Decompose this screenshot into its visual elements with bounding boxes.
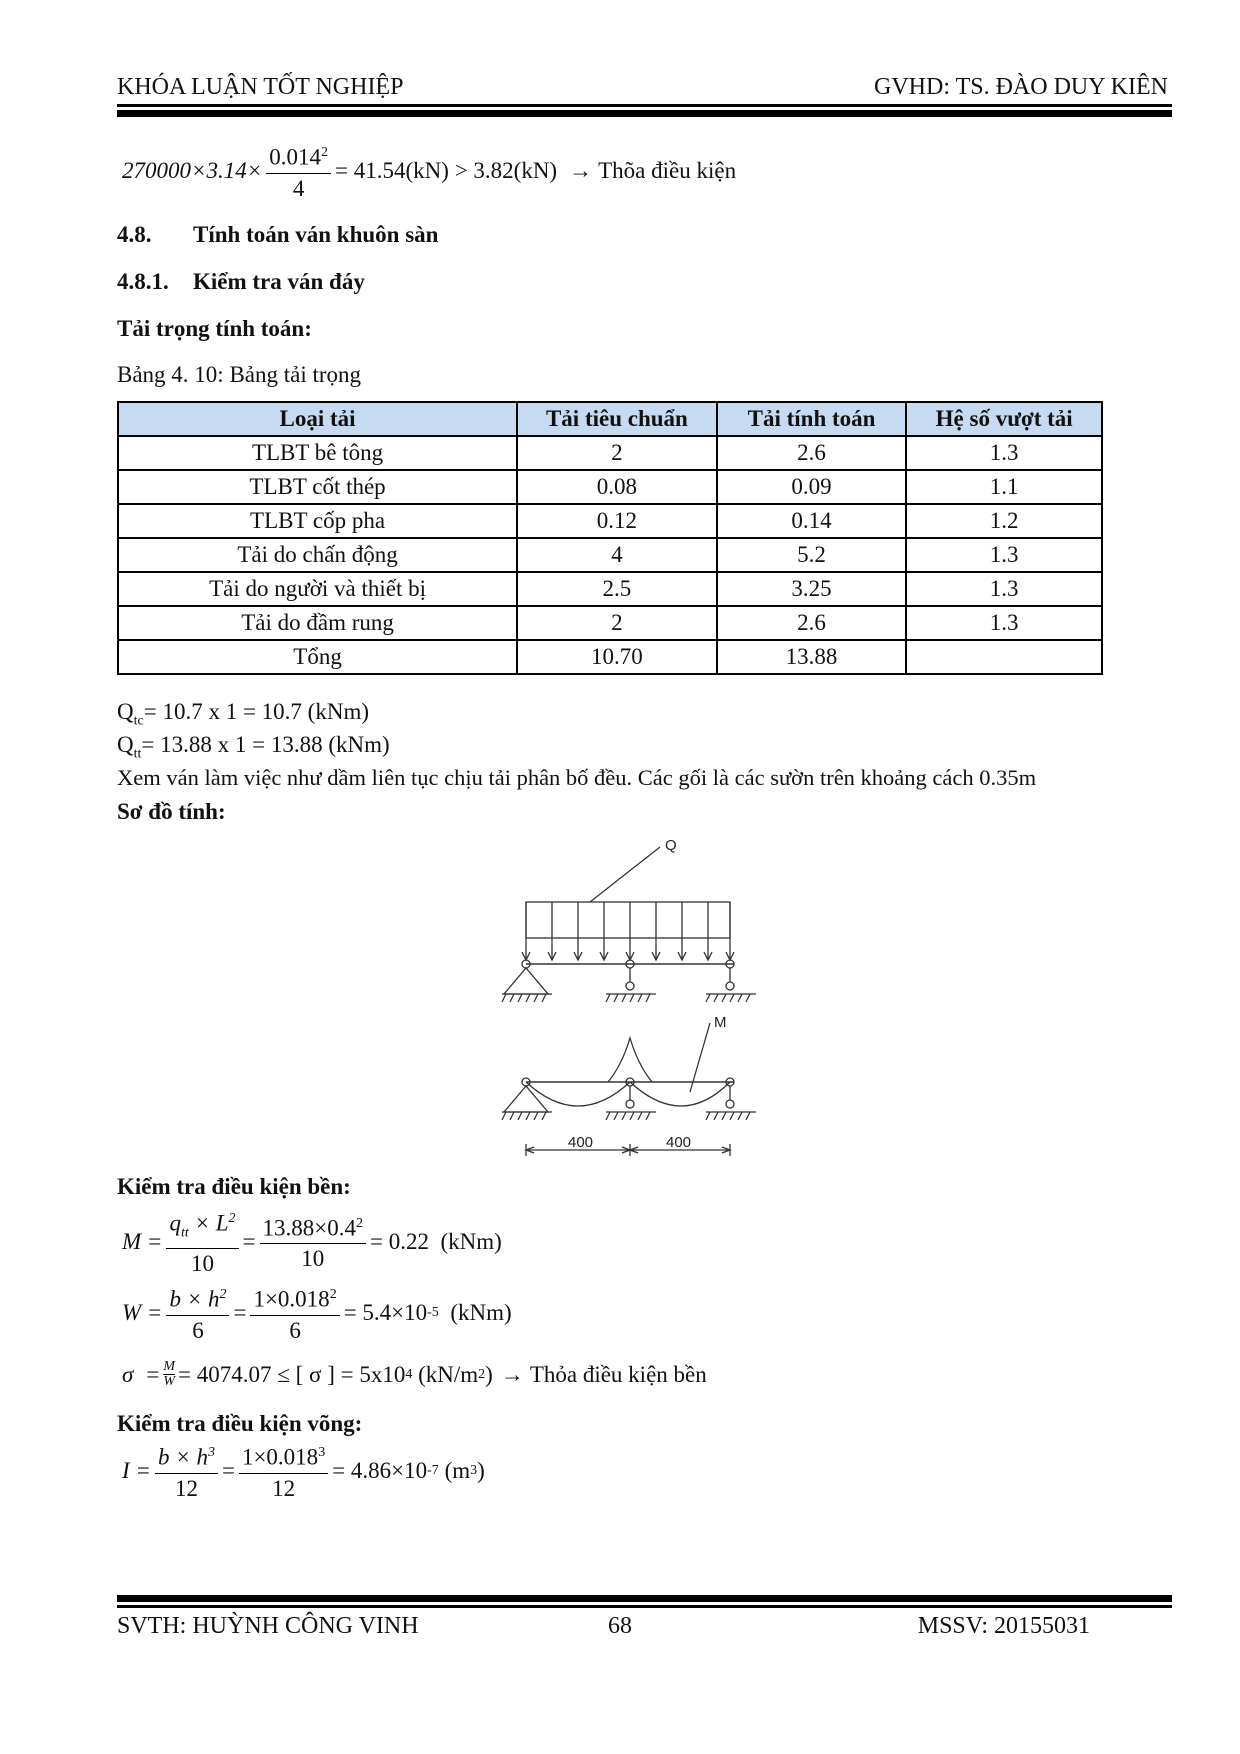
eq-i-unit-exp: 3 [470,1462,478,1478]
q-tt-symbol: Q [117,732,134,757]
eq-i-rhs: = 4.86×10 [332,1457,428,1483]
table-cell: 2 [517,606,717,640]
eq-w-num1-exp: 2 [219,1287,227,1302]
eq-m-num2: 13.88×0.4 [262,1215,356,1241]
table-cell: 1.3 [906,538,1102,572]
eq-m-num2-exp: 2 [356,1215,363,1231]
arrow-icon: → [500,1361,524,1387]
beam-diagram [490,830,780,1170]
table-cell: 0.08 [517,470,717,504]
section-4-8-number: 4.8. [117,222,152,247]
section-4-8-1-number: 4.8.1. [117,269,169,294]
moment-curve-span1 [526,1082,630,1106]
equation-shear [122,140,736,202]
eq-sigma-rhs-exp: 4 [405,1366,413,1382]
section-4-8-1-title: Kiểm tra ván đáy [193,269,365,294]
table-cell: TLBT bê tông [118,436,517,470]
roller-right [726,982,734,990]
table-header: Tải tính toán [717,402,907,436]
header-left: KHÓA LUẬN TỐT NGHIỆP [117,74,404,100]
eq-w-rhs: = 5.4×10 [343,1299,428,1325]
eq-w-rhs-exp: -5 [427,1304,439,1320]
table-cell: TLBT cốp pha [118,504,517,538]
q-tt-line [117,732,390,763]
q-tc-symbol: Q [117,699,134,724]
eq-w-frac2 [250,1282,339,1344]
q-tc-sub: tc [133,713,144,729]
loads-table [117,401,1103,675]
section-4-8-title: Tính toán ván khuôn sàn [193,222,439,247]
table-row [118,504,1102,538]
eq-i-den2: 12 [272,1475,296,1501]
header-right: GVHD: TS. ĐÀO DUY KIÊN [874,74,1168,100]
table-cell: 2.6 [717,606,907,640]
arrow-icon: → [569,157,593,183]
header-rule-bottom [117,110,1172,117]
table-row [118,640,1102,674]
table-header-row [118,402,1102,436]
eq-top-den: 4 [292,175,305,201]
eq-i-lhs: I = [122,1457,151,1483]
eq-sigma-rhs: = 4074.07 ≤ [ σ ] = 5x10 [178,1361,406,1387]
header-rule-top [117,104,1172,107]
eq-w-num2-exp: 2 [329,1287,337,1302]
table-header: Tải tiêu chuẩn [517,402,717,436]
eq-top-rhs: = 41.54(kN) > 3.82(kN) [335,157,558,183]
eq-i-rhs-exp: -7 [427,1462,439,1478]
eq-i-unit-close: ) [477,1457,485,1483]
table-cell [906,640,1102,674]
table-cell: 3.25 [717,572,907,606]
load-heading: Tải trọng tính toán: [117,316,312,341]
load-label: Q [665,837,677,854]
eq-top-exp: 2 [321,145,329,160]
eq-i-num2-exp: 3 [318,1445,326,1460]
eq-m-den1: 10 [190,1251,214,1277]
eq-top-lhs: 270000×3.14× [122,157,263,183]
span-label-2: 400 [666,1134,692,1151]
moment-label: M [714,1014,727,1031]
table-row [118,572,1102,606]
eq-sigma-mini-frac [163,1360,175,1389]
eq-top-result: Thõa điều kiện [598,157,737,183]
table-row [118,538,1102,572]
table-caption: Bảng 4. 10: Bảng tải trọng [117,362,362,387]
span-label-1: 400 [568,1134,594,1151]
table-cell: Tổng [118,640,517,674]
strength-heading: Kiểm tra điều kiện bền: [117,1174,351,1199]
deflection-heading: Kiểm tra điều kiện võng: [117,1411,363,1436]
eq-sigma-unit: (kN/m [412,1361,479,1387]
q-tt-text: = 13.88 x 1 = 13.88 (kNm) [141,732,390,757]
equation-section-modulus: W = $\frac{b \times h^2}{6}$ = $\frac{1\times 0.018^2}{6}$ = 5.4×10 -5 (kNm) [122,1282,512,1344]
eq-i-unit: (m [438,1457,471,1483]
eq-sigma-result: Thỏa điều kiện bền [529,1361,707,1387]
footer-rule-bottom [117,1605,1172,1608]
eq-m-num1-sub: tt [180,1225,189,1241]
beam-note: Xem ván làm việc như dầm liên tục chịu tải phân bố đều. Các gối là các sườn trên khoảng cách 0.35m [117,765,1037,790]
equation-moment: M = $\frac{q_{tt} \times L^2}{10}$ = $\frac{13.88\times 0.4^2}{10}$ = 0.22 (kNm) [122,1206,502,1277]
table-cell: 13.88 [717,640,907,674]
eq-i-num1-exp: 3 [207,1445,215,1460]
table-cell: 2 [517,436,717,470]
eq-sigma-lhs: σ = [122,1361,161,1387]
table-cell: 0.09 [717,470,907,504]
table-cell: 1.1 [906,470,1102,504]
equation-inertia: I = $\frac{b \times h^3}{12}$ = $\frac{1\times 0.018^3}{12}$ = 4.86×10 -7 (m 3 ) [122,1440,485,1502]
table-row [118,470,1102,504]
distributed-load-block [526,902,730,938]
eq-top-fraction [266,140,331,202]
eq-m-frac2 [260,1211,366,1273]
table-cell: 2.5 [517,572,717,606]
eq-i-den1: 12 [174,1475,198,1501]
table-header: Hệ số vượt tải [906,402,1102,436]
roller-mid [626,982,634,990]
eq-w-num2: 1×0.018 [253,1286,330,1312]
q-tc-line [117,699,369,730]
table-row [118,436,1102,470]
table-cell: 10.70 [517,640,717,674]
footer-left: SVTH: HUỲNH CÔNG VINH [117,1613,419,1639]
table-cell: Tải do người và thiết bị [118,572,517,606]
eq-m-lhs: M = [122,1228,163,1254]
table-cell: 4 [517,538,717,572]
eq-w-lhs: W = [122,1299,163,1325]
table-cell: Tải do đầm rung [118,606,517,640]
eq-sigma-mini-den: W [163,1374,176,1389]
eq-sigma-unit-exp: 2 [478,1366,486,1382]
eq-m-num1-exp: 2 [228,1211,236,1226]
table-cell: Tải do chấn động [118,538,517,572]
table-cell: 5.2 [717,538,907,572]
eq-w-num1: b × h [169,1286,220,1312]
table-cell: 1.2 [906,504,1102,538]
footer-right: MSSV: 20155031 [917,1613,1090,1639]
table-cell: 1.3 [906,606,1102,640]
table-cell: 1.3 [906,572,1102,606]
load-arrows [522,902,734,960]
eq-i-num2: 1×0.018 [241,1444,319,1470]
eq-top-num: 0.014 [269,144,322,170]
table-header: Loại tải [118,402,517,436]
load-leader-line [590,847,660,902]
page-number: 68 [608,1613,632,1639]
eq-i-num1: b × h [157,1444,208,1470]
eq-m-num1: q [169,1210,181,1236]
eq-sigma-mini-num: M [163,1359,176,1374]
eq-w-den2: 6 [289,1317,301,1343]
moment-curve-span2 [630,1082,730,1106]
footer-rule-top [117,1595,1172,1602]
eq-w-unit: (kNm) [438,1299,512,1325]
eq-m-den2: 10 [301,1246,325,1272]
eq-m-num1-rest: × L [188,1210,229,1236]
moment-peak [608,1038,652,1082]
table-cell: 0.12 [517,504,717,538]
eq-sigma-unit-close: ) [485,1361,493,1387]
eq-m-frac1 [166,1206,238,1277]
eq-i-frac2 [239,1440,328,1502]
eq-w-frac1 [166,1282,229,1344]
q-tt-sub: tt [133,746,142,762]
table-cell: 1.3 [906,436,1102,470]
pin-support-left [504,968,548,994]
table-row [118,606,1102,640]
q-tc-text: = 10.7 x 1 = 10.7 (kNm) [143,699,369,724]
scheme-heading: Sơ đồ tính: [117,799,226,824]
eq-m-rhs: = 0.22 (kNm) [370,1228,502,1254]
table-cell: 0.14 [717,504,907,538]
eq-w-den1: 6 [192,1317,204,1343]
eq-i-frac1 [155,1440,218,1502]
table-cell: TLBT cốt thép [118,470,517,504]
equation-stress [122,1360,707,1389]
table-cell: 2.6 [717,436,907,470]
